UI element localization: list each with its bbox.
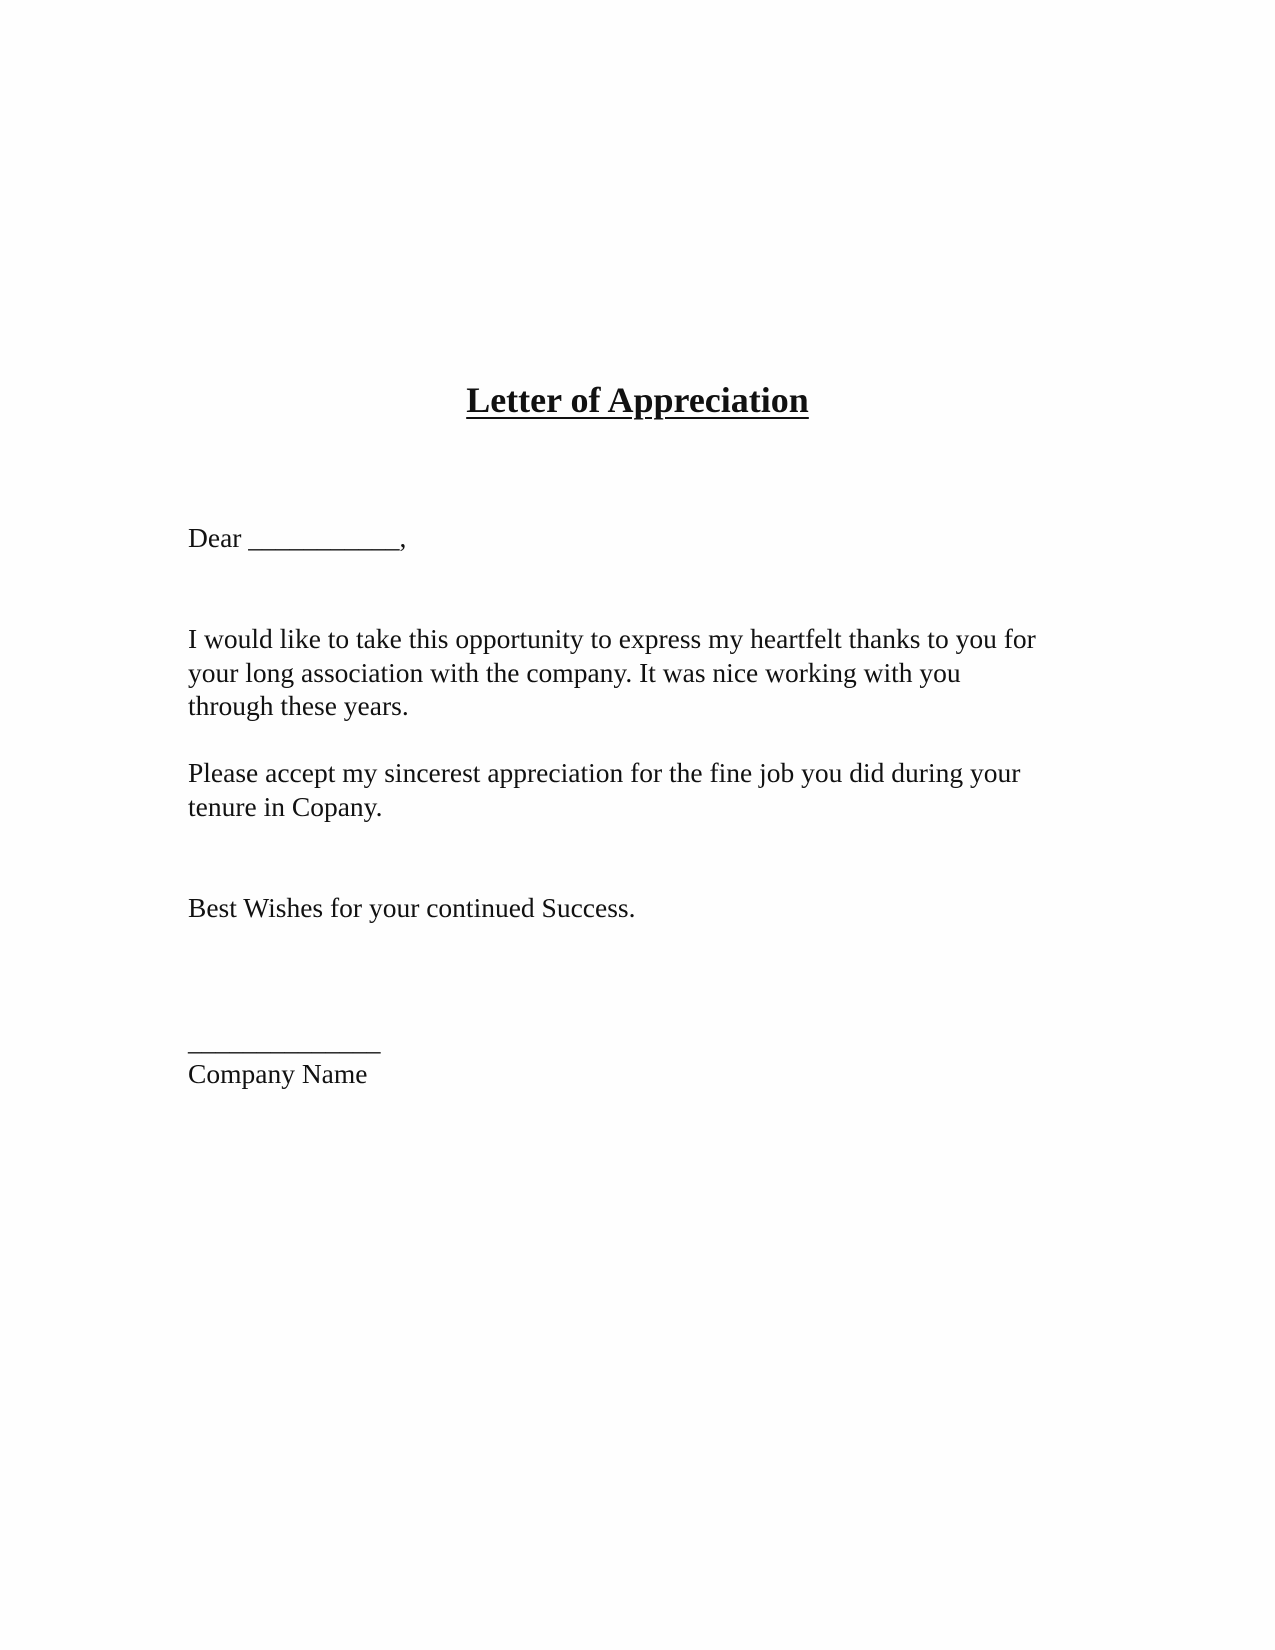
signature-line: ______________ <box>188 1025 381 1056</box>
body-paragraph-1: I would like to take this opportunity to express my heartfelt thanks to you for your long association with the company. It was nice working with you through these years. <box>188 623 1036 721</box>
letter-title: Letter of Appreciation <box>466 380 809 420</box>
greeting: Dear ___________, <box>188 522 407 553</box>
signature-name: Company Name <box>188 1058 368 1089</box>
body-paragraph-2: Please accept my sincerest appreciation for the fine job you did during your tenure in Copany. <box>188 757 1021 822</box>
closing-line: Best Wishes for your continued Success. <box>188 892 636 923</box>
